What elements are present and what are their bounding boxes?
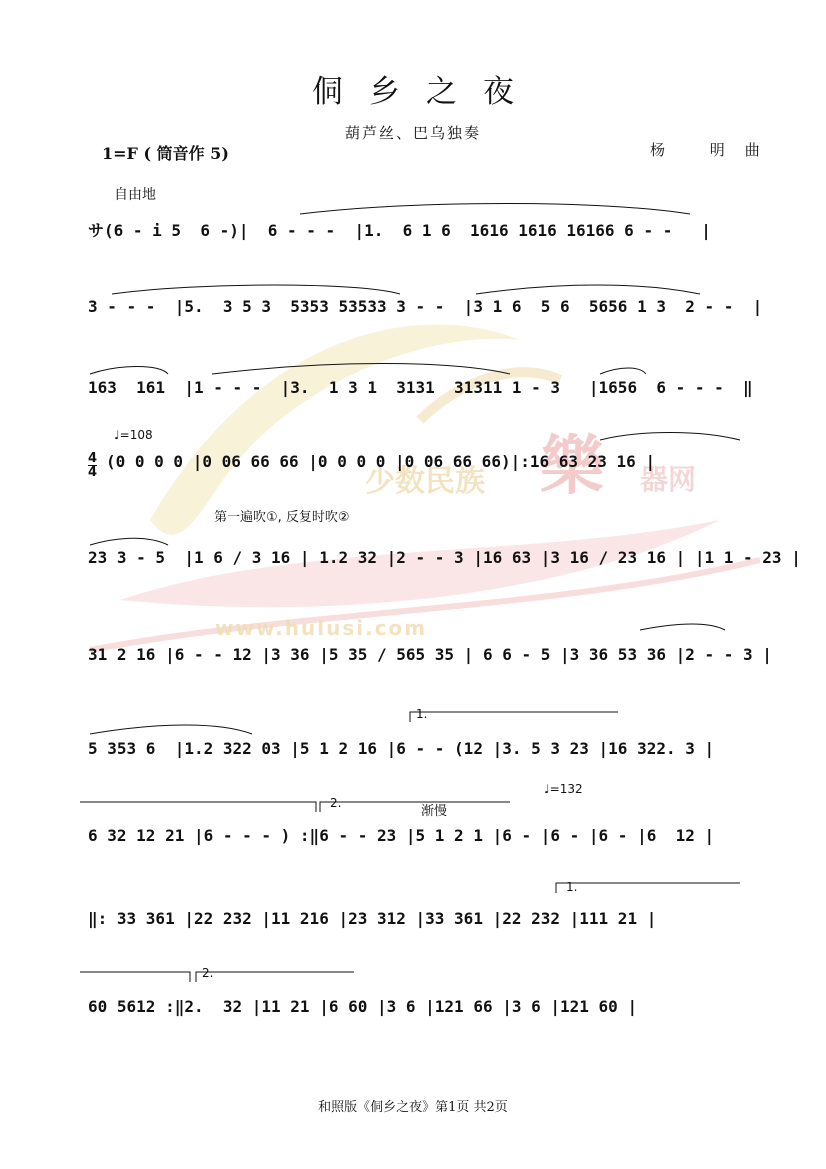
score-line-6: 31 2 16 |6 - - 12 |3 36 |5 35 / 565 35 | 6 6 - 5 |3 36 53 36 |2 - - 3 | [88, 645, 772, 664]
watermark-text2: 器网 [640, 463, 697, 496]
watermark-char: 樂 [540, 430, 604, 504]
ending-2-label: 2. [330, 796, 342, 810]
score-line-9: ‖: 33 361 |22 232 |11 216 |23 312 |33 361 |22 232 |111 21 | [88, 909, 657, 928]
watermark-url: www.hulusi.com [215, 616, 428, 640]
score-line-7: 5 353 6 |1.2 322 03 |5 1 2 16 |6 - - (12 |3. 5 3 23 |16 322. 3 | [88, 739, 715, 758]
time-sig-top: 4 [88, 451, 98, 466]
score-line-4: (0 0 0 0 |0 06 66 66 |0 0 0 0 |0 06 66 66)|:16 63 23 16 | [106, 452, 656, 471]
ending-2-label-b: 2. [202, 966, 214, 980]
score-line-2: 3 - - - |5. 3 5 3 5353 53533 3 - - |3 1 6 5 6 5656 1 3 2 - - | [88, 297, 763, 316]
composer: 杨 明曲 [650, 141, 780, 159]
watermark-text: 少数民族 [365, 464, 485, 499]
key-signature: 1=F ( 筒音作 5) [102, 144, 229, 163]
tempo-132: ♩=132 [544, 782, 583, 796]
subtitle: 葫芦丝、巴乌独奏 [344, 124, 481, 142]
ending-1-label-b: 1. [566, 880, 578, 894]
gradual-slow: 渐慢 [421, 804, 448, 819]
score-line-10: 60 5612 :‖2. 32 |11 21 |6 60 |3 6 |121 66 |3 6 |121 60 | [88, 997, 638, 1016]
time-sig-bottom: 4 [88, 465, 98, 480]
tempo-marking: 自由地 [114, 187, 156, 203]
repeat-instruction: 第一遍吹①, 反复时吹② [214, 510, 350, 525]
page-footer: 和照版《侗乡之夜》第1页 共2页 [318, 1100, 508, 1115]
score-line-8: 6 32 12 21 |6 - - - ) :‖6 - - 23 |5 1 2 1 |6 - |6 - |6 - |6 12 | [88, 826, 715, 845]
page-title: 侗乡之夜 [312, 74, 540, 110]
ending-1-label: 1. [416, 707, 428, 721]
score-line-5: 23 3 - 5 |1 6 / 3 16 | 1.2 32 |2 - - 3 |16 63 |3 16 / 23 16 | |1 1 - 23 | [88, 548, 801, 567]
score-line-3: 163 161 |1 - - - |3. 1 3 1 3131 31311 1 - 3 |1656 6 - - - ‖ [88, 378, 753, 397]
tempo-108: ♩=108 [114, 428, 153, 442]
score-line-1: サ(6 - i 5 6 -)| 6 - - - |1. 6 1 6 1616 1616 16166 6 - - | [88, 221, 711, 240]
